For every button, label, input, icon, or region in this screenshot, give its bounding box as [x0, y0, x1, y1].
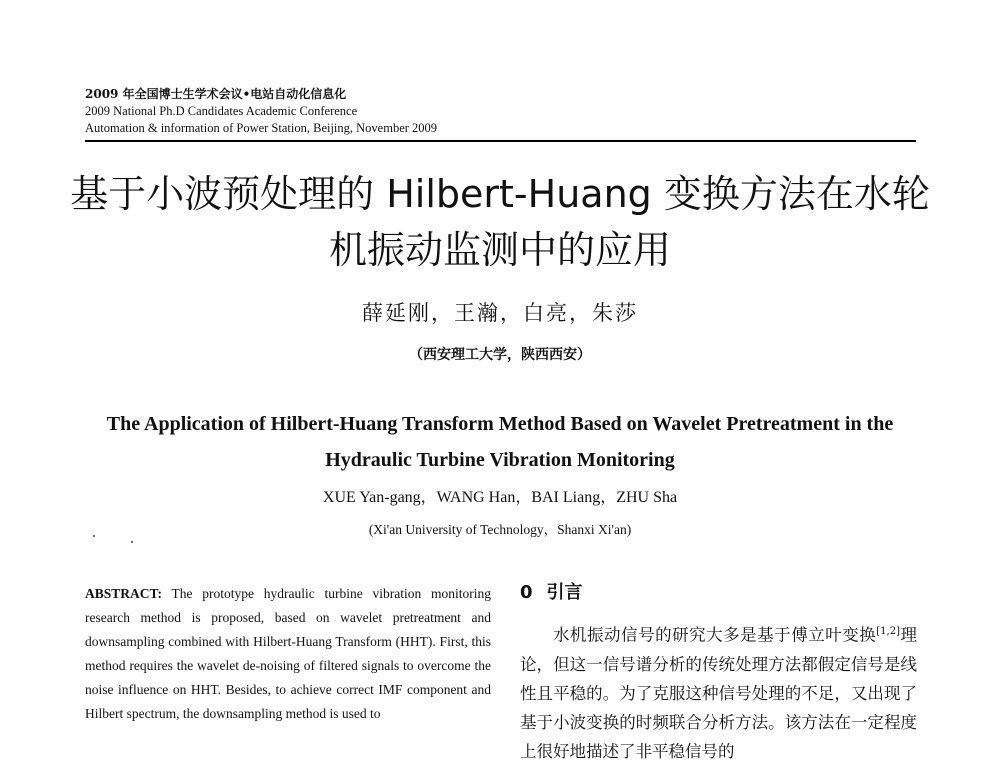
- intro-paragraph: [520, 617, 917, 766]
- abstract: [85, 582, 491, 726]
- intro-text-part2: 理论，但这一信号谱分析的传统处理方法都假定信号是线性且平稳的。为了克服这种信号处理的不足，又出现了基于小波变换的时频联合分析方法。该方法在一定程度上很好地描述了非平稳信号的: [520, 625, 918, 761]
- section-title: 引言: [546, 582, 583, 603]
- title-en-line2: Hydraulic Turbine Vibration Monitoring: [325, 449, 675, 471]
- title-en-line1: The Application of Hilbert-Huang Transform Method Based on Wavelet Pretreatment in the: [106, 413, 894, 435]
- conference-line-cn: 2009 年全国博士生学术会议•电站自动化信息化: [85, 87, 347, 101]
- title-cn-line2: 机振动监测中的应用: [328, 228, 671, 272]
- authors-cn: 薛延刚，王瀚，白亮，朱莎: [362, 301, 638, 325]
- conference-header: [85, 86, 437, 137]
- intro-text-part1: 水机振动信号的研究大多是基于傅立叶变换: [553, 625, 877, 645]
- section-number: 0: [520, 582, 533, 603]
- conference-venue-line: Automation & information of Power Station, Beijing, November 2009: [85, 121, 438, 135]
- section-heading: [520, 578, 583, 604]
- authors-en: XUE Yan-gang，WANG Han，BAI Liang，ZHU Sha: [322, 489, 678, 506]
- intro-citation: [1,2]: [876, 626, 900, 637]
- scan-speck: [131, 541, 133, 543]
- abstract-text: The prototype hydraulic turbine vibration monitoring research method is proposed, based on wavelet pretreatment and downsampling combined with Hilbert-Huang Transform (HHT). First, this method requires the wavelet de-noising of filtered signals to overcome the noise influence on HHT. Besides, to achieve correct IMF component and Hilbert spectrum, the downsampling method is used to: [85, 586, 491, 721]
- conference-line-en: 2009 National Ph.D Candidates Academic Conference: [85, 104, 358, 118]
- abstract-label: ABSTRACT:: [85, 586, 163, 601]
- title-cn-line1: 基于小波预处理的 Hilbert-Huang 变换方法在水轮: [70, 172, 930, 216]
- header-rule: [85, 140, 916, 142]
- affiliation-cn: （西安理工大学，陕西西安）: [409, 347, 591, 363]
- scan-speck: [93, 535, 95, 537]
- affiliation-en: (Xi'an University of Technology，Shanxi Xi'an): [368, 522, 632, 537]
